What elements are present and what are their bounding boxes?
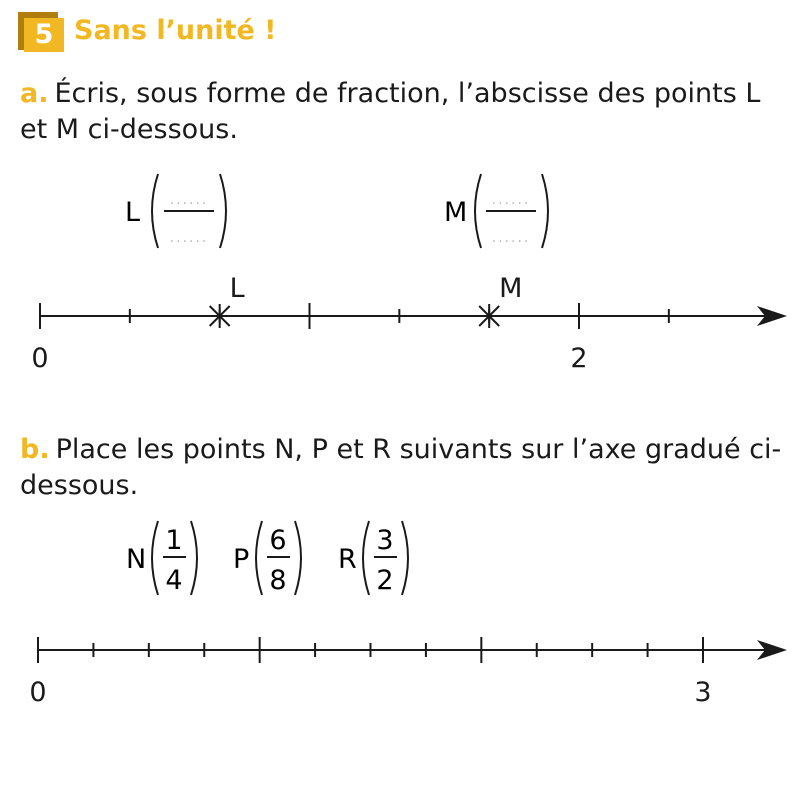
axis-label-max: 2 <box>570 343 588 374</box>
right-paren <box>220 174 226 248</box>
denominator: 2 <box>376 565 394 596</box>
point-L-label: L <box>229 273 245 304</box>
right-paren <box>402 521 408 595</box>
part-b-label: b. <box>20 434 50 465</box>
right-paren <box>542 174 548 248</box>
exercise-title: Sans l’unité ! <box>74 15 277 46</box>
exercise-number: 5 <box>24 18 64 52</box>
point-L-name: L <box>125 197 141 228</box>
axis-label-max: 3 <box>694 677 712 708</box>
number-line-b[interactable] <box>29 637 787 708</box>
left-paren <box>475 174 481 248</box>
axis-label-min: 0 <box>29 677 47 708</box>
point-P-fraction <box>233 521 301 596</box>
point-R-fraction <box>338 521 408 596</box>
left-paren <box>152 174 158 248</box>
number-line-a <box>31 273 787 374</box>
point-P-name: P <box>233 544 250 575</box>
right-paren <box>191 521 197 595</box>
point-M-label: M <box>499 273 523 304</box>
left-paren <box>256 521 262 595</box>
part-b-text: Place les points N, P et R suivants sur l’axe gradué ci-dessous. <box>20 434 782 501</box>
point-N-name: N <box>126 544 147 575</box>
right-paren <box>295 521 301 595</box>
point-M-fraction <box>444 174 548 248</box>
denominator: 8 <box>269 565 287 596</box>
denominator-placeholder[interactable]: ...... <box>169 230 209 246</box>
left-paren <box>363 521 369 595</box>
left-paren <box>152 521 158 595</box>
point-M-cross <box>479 273 522 328</box>
numerator-placeholder[interactable]: ...... <box>491 192 531 208</box>
point-R-name: R <box>338 544 357 575</box>
point-N-fraction <box>126 521 197 596</box>
numerator: 1 <box>165 525 183 556</box>
denominator: 4 <box>165 565 183 596</box>
numerator-placeholder[interactable]: ...... <box>169 192 209 208</box>
part-a-label: a. <box>20 78 49 109</box>
part-a-text: Écris, sous forme de fraction, l’abscisse des points L et M ci-dessous. <box>20 78 761 145</box>
point-L-fraction <box>125 174 226 248</box>
point-M-name: M <box>444 197 468 228</box>
axis-label-min: 0 <box>31 343 49 374</box>
denominator-placeholder[interactable]: ...... <box>491 230 531 246</box>
numerator: 6 <box>269 525 287 556</box>
point-L-cross <box>210 273 245 328</box>
numerator: 3 <box>376 525 394 556</box>
